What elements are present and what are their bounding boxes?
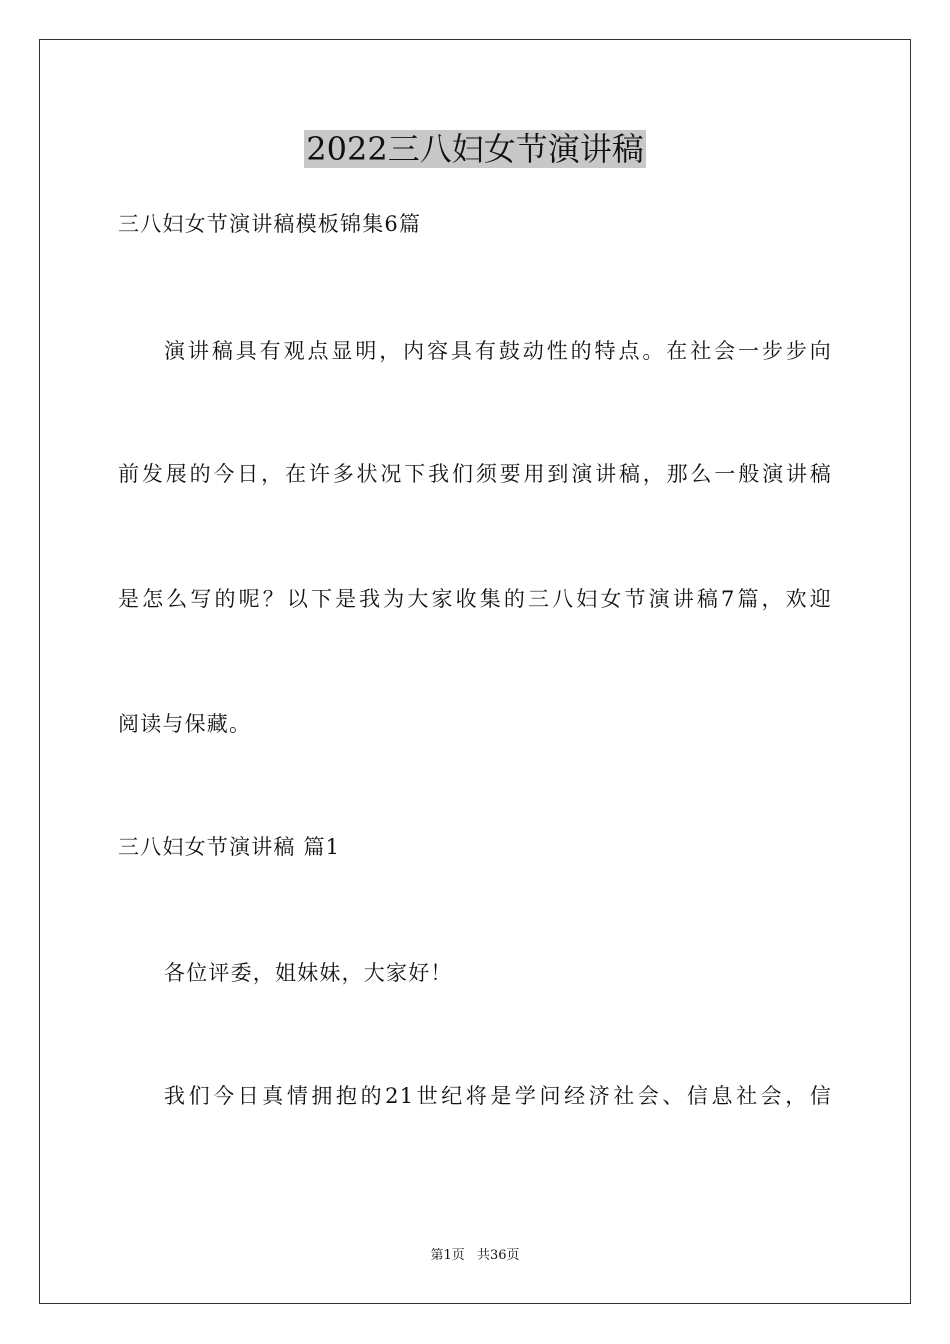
intro-line-4: 阅读与保藏。 <box>118 712 252 736</box>
document-subtitle: 三八妇女节演讲稿模板锦集6篇 <box>118 212 422 236</box>
page-number-current: 第1页 <box>430 1248 465 1263</box>
greeting-line: 各位评委，姐妹妹，大家好！ <box>164 961 453 985</box>
document-title: 2022三八妇女节演讲稿 <box>306 130 644 168</box>
intro-line-3: 是怎么写的呢？以下是我为大家收集的三八妇女节演讲稿7篇，欢迎 <box>118 587 832 611</box>
title-block <box>0 130 950 168</box>
page-number-total: 共36页 <box>476 1248 520 1263</box>
section-heading: 三八妇女节演讲稿 篇1 <box>118 835 341 859</box>
body-line-1: 我们今日真情拥抱的21世纪将是学问经济社会、信息社会，信 <box>164 1084 832 1108</box>
intro-line-1: 演讲稿具有观点显明，内容具有鼓动性的特点。在社会一步步向 <box>164 339 832 363</box>
page-footer <box>0 1248 950 1264</box>
intro-line-2: 前发展的今日，在许多状况下我们须要用到演讲稿，那么一般演讲稿 <box>118 462 832 486</box>
